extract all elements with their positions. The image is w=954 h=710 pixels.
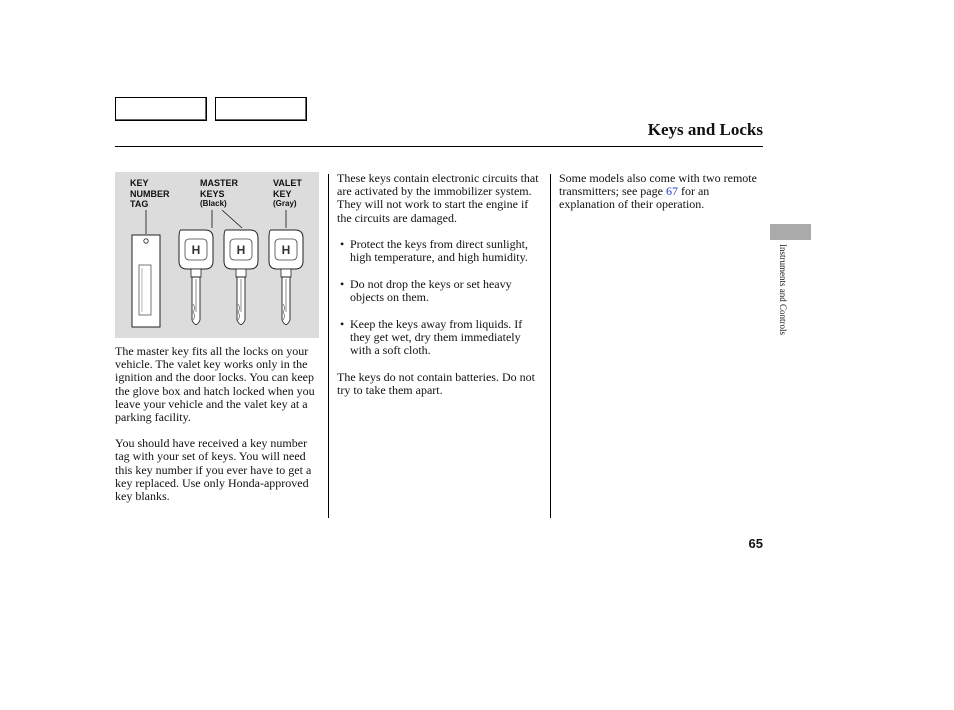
label-line: KEYS [200, 188, 225, 199]
paragraph: You should have received a key number tag with your set of keys. You will need this key number if you ever have to get a key replaced. Use only Honda-approved key blanks. [115, 436, 312, 504]
svg-text:H: H [191, 243, 201, 257]
column-1 [115, 345, 321, 516]
column-divider [328, 174, 329, 518]
key-number-tag [132, 235, 160, 327]
label-line: MASTER [200, 178, 238, 188]
keys-drawing [115, 172, 319, 338]
label-line: KEY [273, 188, 292, 199]
precautions-list [337, 238, 542, 358]
column-divider [550, 174, 551, 518]
label-line: VALET [273, 178, 302, 188]
column-2 [337, 172, 542, 410]
text: for an explanation of their operation. [559, 184, 710, 212]
page-link[interactable]: 67 [665, 184, 678, 199]
page-title: Keys and Locks [647, 120, 763, 139]
list-item: • Do not drop the keys or set heavy objects on them. [337, 278, 542, 304]
text: Some models also come with two remote transmitters; see page [559, 171, 757, 199]
svg-text:H: H [236, 243, 246, 257]
master-key [224, 230, 258, 325]
section-label [776, 244, 788, 384]
column-3 [559, 172, 764, 225]
section-tab [770, 224, 811, 240]
svg-text:H: H [281, 243, 291, 257]
label-sub: (Gray) [273, 199, 297, 208]
label-sub: (Black) [200, 199, 227, 208]
paragraph: The master key fits all the locks on your vehicle. The valet key works only in the ignition and the door locks. You can keep the glove box and hatch locked when you leave your vehicle and the valet key at a parking facility. [115, 344, 315, 425]
list-item: • Protect the keys from direct sunlight, high temperature, and high humidity. [337, 238, 542, 264]
master-key [179, 230, 213, 325]
nav-button-next[interactable] [215, 97, 307, 121]
valet-key [269, 230, 303, 325]
paragraph: These keys contain electronic circuits that are activated by the immobilizer system. They will not work to start the engine if the circuits are damaged. [337, 171, 539, 225]
section-label-text: Instruments and Controls [778, 244, 788, 335]
title-divider [115, 146, 763, 147]
paragraph: The keys do not contain batteries. Do not try to take them apart. [337, 370, 535, 398]
label-line: NUMBER [130, 188, 170, 199]
label-line: TAG [130, 199, 149, 209]
paragraph [559, 172, 764, 212]
page-number: 65 [748, 536, 763, 551]
list-item: • Keep the keys away from liquids. If they get wet, dry them immediately with a soft cloth. [337, 318, 542, 358]
label-line: KEY [130, 178, 149, 188]
keys-illustration [115, 172, 319, 338]
nav-button-previous[interactable] [115, 97, 207, 121]
